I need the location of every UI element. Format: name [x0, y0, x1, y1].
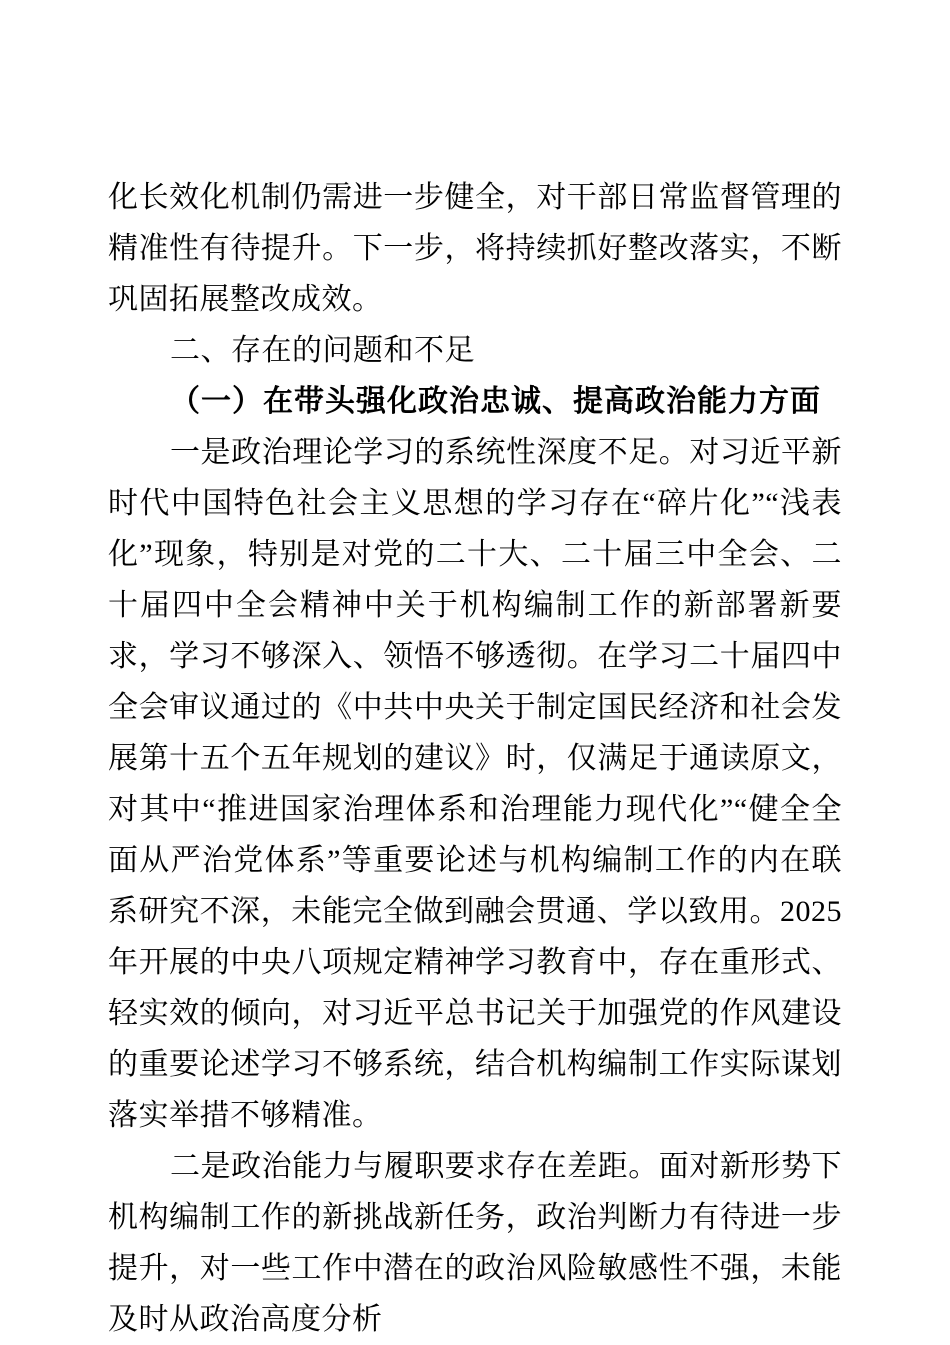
paragraph-point-one: 一是政治理论学习的系统性深度不足。对习近平新时代中国特色社会主义思想的学习存在“碎片化”“浅表化”现象，特别是对党的二十大、二十届三中全会、二十届四中全会精神中关于机构编制工作的新部署新要求，学习不够深入、领悟不够透彻。在学习二十届四中全会审议通过的《中共中央关于制定国民经济和社会发展第十五个五年规划的建议》时，仅满足于通读原文，对其中“推进国家治理体系和治理能力现代化”“健全全面从严治党体系”等重要论述与机构编制工作的内在联系研究不深，未能完全做到融会贯通、学以致用。2025 年开展的中央八项规定精神学习教育中，存在重形式、轻实效的倾向，对习近平总书记关于加强党的作风建设的重要论述学习不够系统，结合机构编制工作实际谋划落实举措不够精准。 — [108, 436, 842, 1132]
paragraph-point-two: 二是政治能力与履职要求存在差距。面对新形势下机构编制工作的新挑战新任务，政治判断力有待进一步提升，对一些工作中潜在的政治风险敏感性不强，未能及时从政治高度分析 — [108, 1150, 842, 1336]
document-body — [108, 172, 842, 1345]
section-heading-two: 二、存在的问题和不足 — [170, 334, 475, 367]
paragraph-continued: 化长效化机制仍需进一步健全，对干部日常监督管理的精准性有待提升。下一步，将持续抓好整改落实，不断巩固拓展整改成效。 — [108, 181, 842, 316]
subsection-heading-one: （一）在带头强化政治忠诚、提高政治能力方面 — [170, 385, 821, 418]
